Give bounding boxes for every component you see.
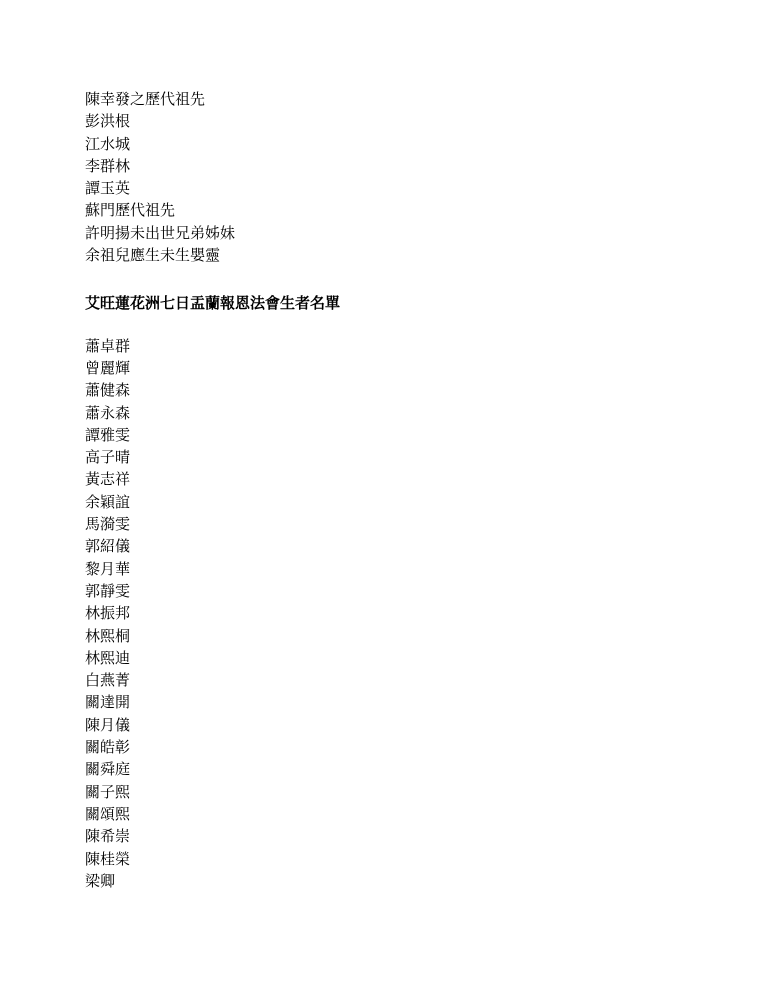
- name-line: 蕭永森: [85, 404, 131, 422]
- name-line: 蘇門歷代祖先: [85, 202, 176, 220]
- name-line: 余穎誼: [85, 493, 131, 511]
- name-line: 林熙桐: [85, 627, 131, 645]
- name-line: 高子晴: [85, 449, 131, 467]
- name-line: 關頌熙: [85, 805, 131, 823]
- name-line: 白燕菁: [85, 672, 131, 690]
- name-line: 梁卿: [85, 872, 116, 890]
- name-line: 余祖兒應生未生嬰靈: [85, 247, 221, 265]
- name-line: 許明揚未出世兄弟姊妹: [85, 224, 236, 242]
- name-line: 李群林: [85, 157, 131, 175]
- name-line: 陳桂榮: [85, 850, 131, 868]
- name-line: 林振邦: [85, 605, 131, 623]
- name-line: 譚雅雯: [85, 426, 131, 444]
- name-line: 關舜庭: [85, 761, 131, 779]
- name-line: 陳幸發之歷代祖先: [85, 91, 206, 108]
- name-line: 關達開: [85, 694, 131, 712]
- section-heading: 艾旺蓮花洲七日盂蘭報恩法會生者名單: [85, 295, 341, 313]
- name-line: 江水城: [85, 135, 131, 153]
- name-line: 關子熙: [85, 783, 131, 801]
- name-line: 陳希崇: [85, 828, 131, 846]
- ancestors-name-list: [85, 89, 708, 267]
- name-line: 蕭卓群: [85, 337, 131, 355]
- name-line: 郭紹儀: [85, 538, 131, 556]
- name-line: 郭靜雯: [85, 582, 131, 600]
- name-line: 蕭健森: [85, 382, 131, 400]
- name-line: 曾麗輝: [85, 359, 131, 377]
- name-line: 譚玉英: [85, 180, 131, 198]
- name-line: 陳月儀: [85, 716, 131, 734]
- name-line: 林熙迪: [85, 649, 131, 667]
- name-line: 關皓彰: [85, 739, 131, 757]
- name-line: 黃志祥: [85, 471, 131, 489]
- name-line: 黎月華: [85, 560, 131, 578]
- name-line: 彭洪根: [85, 113, 131, 131]
- name-line: 馬漪雯: [85, 516, 131, 534]
- living-persons-name-list: [85, 336, 708, 893]
